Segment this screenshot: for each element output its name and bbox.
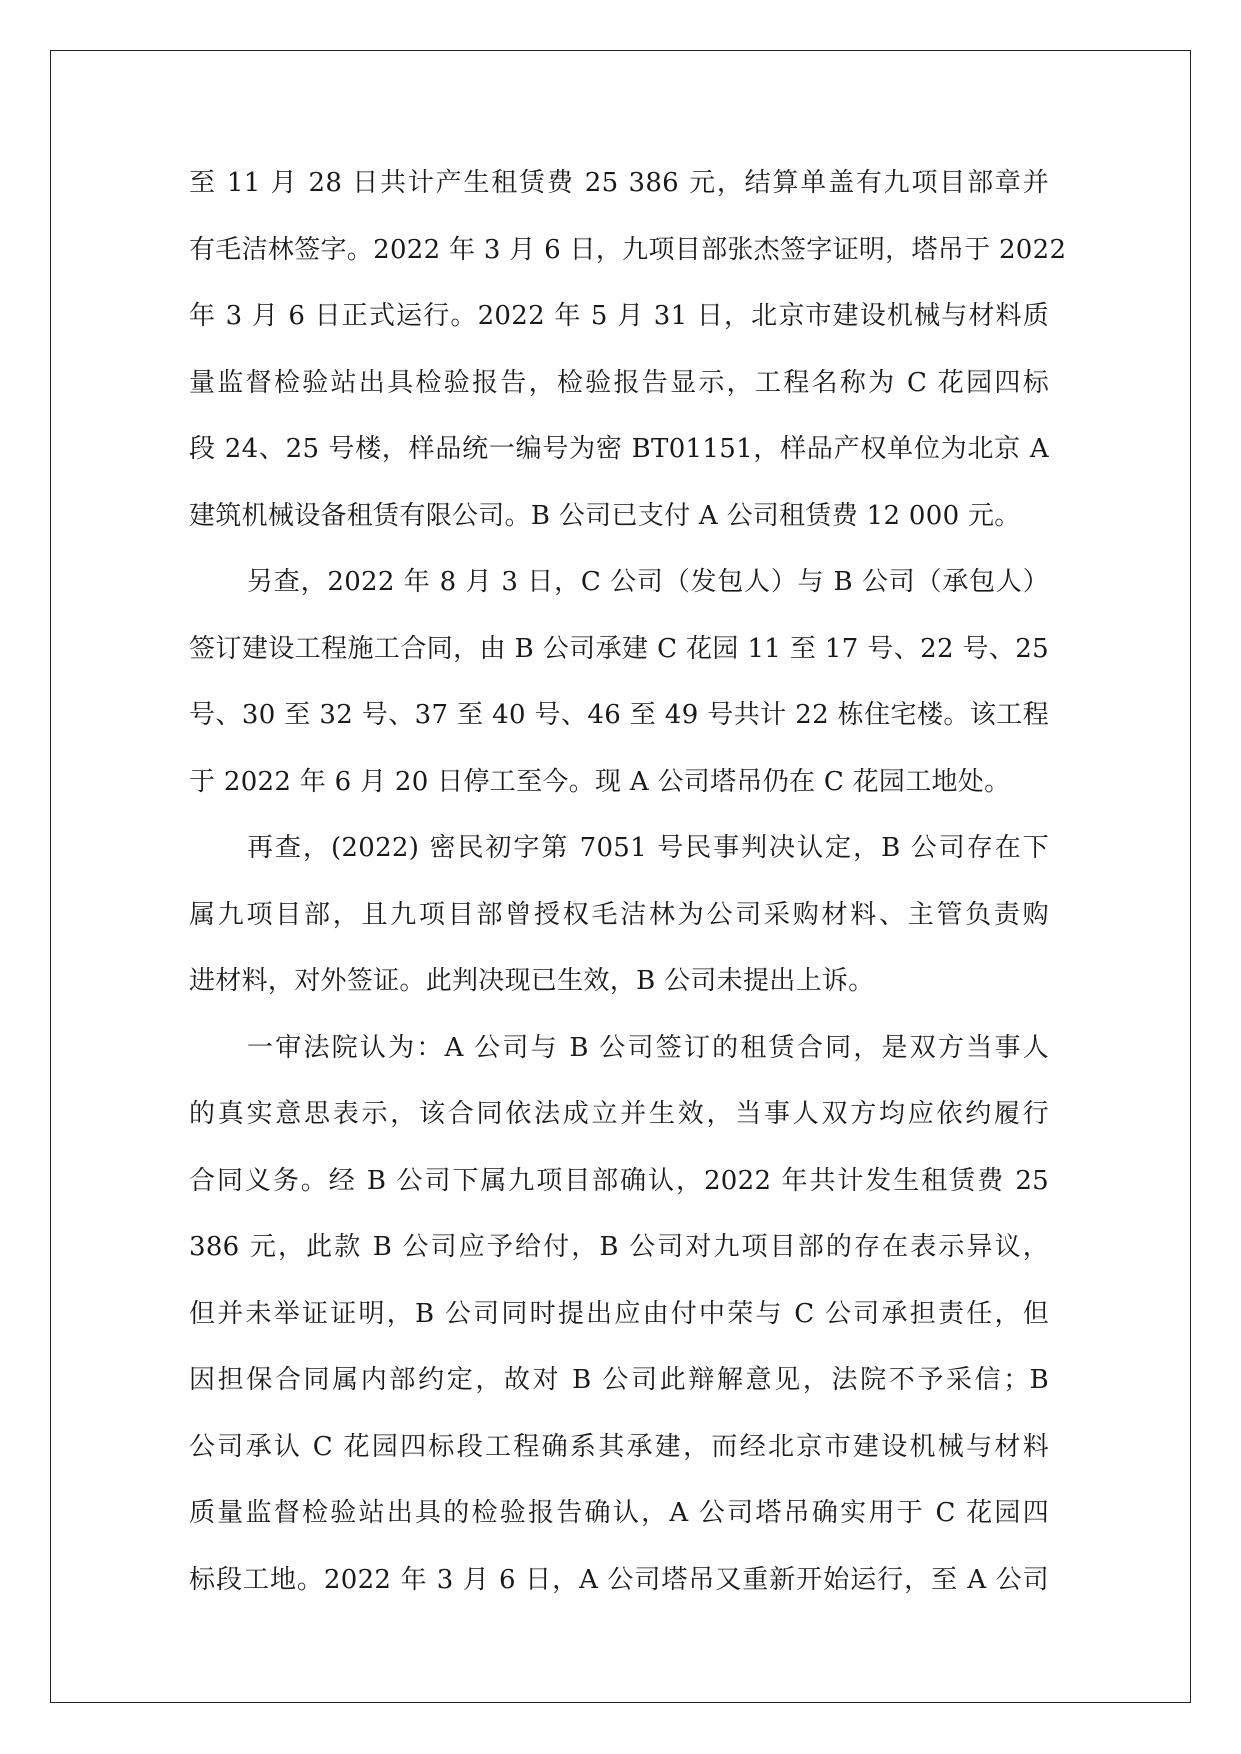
document-body xyxy=(189,161,1067,1624)
text-line: 有毛洁林签字。2022 年 3 月 6 日，九项目部张杰签字证明，塔吊于 2022 xyxy=(189,234,1067,265)
paragraph-start-line: 一审法院认为：A 公司与 B 公司签订的租赁合同，是双方当事人 xyxy=(247,1032,1049,1063)
paragraph-start-line: 再查，(2022) 密民初字第 7051 号民事判决认定，B 公司存在下 xyxy=(247,833,1049,863)
text-line: 质量监督检验站出具的检验报告确认，A 公司塔吊确实用于 C 花园四 xyxy=(189,1498,1049,1528)
text-line: 公司承认 C 花园四标段工程确系其承建，而经北京市建设机械与材料 xyxy=(189,1431,1049,1462)
text-line: 年 3 月 6 日正式运行。2022 年 5 月 31 日，北京市建设机械与材料质 xyxy=(189,301,1049,331)
text-line: 进材料，对外签证。此判决现已生效，B 公司未提出上诉。 xyxy=(189,966,875,996)
text-line: 386 元，此款 B 公司应予给付，B 公司对九项目部的存在表示异议， xyxy=(189,1232,1049,1262)
text-line: 但并未举证证明，B 公司同时提出应由付中荣与 C 公司承担责任，但 xyxy=(189,1298,1049,1329)
text-line: 属九项目部，且九项目部曾授权毛洁林为公司采购材料、主管负责购 xyxy=(189,899,1049,930)
text-line: 合同义务。经 B 公司下属九项目部确认，2022 年共计发生租赁费 25 xyxy=(189,1165,1049,1196)
text-line: 建筑机械设备租赁有限公司。B 公司已支付 A 公司租赁费 12 000 元。 xyxy=(189,500,1021,531)
text-line: 至 11 月 28 日共计产生租赁费 25 386 元，结算单盖有九项目部章并 xyxy=(189,168,1049,198)
paragraph-start-line: 另查，2022 年 8 月 3 日，C 公司（发包人）与 B 公司（承包人） xyxy=(247,567,1049,597)
text-line: 量监督检验站出具检验报告，检验报告显示，工程名称为 C 花园四标 xyxy=(189,367,1049,398)
text-line: 段 24、25 号楼，样品统一编号为密 BT01151，样品产权单位为北京 A xyxy=(189,434,1049,464)
text-line: 签订建设工程施工合同，由 B 公司承建 C 花园 11 至 17 号、22 号、25 xyxy=(189,633,1049,664)
text-line: 因担保合同属内部约定，故对 B 公司此辩解意见，法院不予采信；B xyxy=(189,1365,1049,1395)
text-line: 的真实意思表示，该合同依法成立并生效，当事人双方均应依约履行 xyxy=(189,1099,1049,1129)
text-line: 于 2022 年 6 月 20 日停工至今。现 A 公司塔吊仍在 C 花园工地处。 xyxy=(189,766,1011,797)
text-line: 号、30 至 32 号、37 至 40 号、46 至 49 号共计 22 栋住宅楼。该工程 xyxy=(189,700,1049,730)
text-line: 标段工地。2022 年 3 月 6 日，A 公司塔吊又重新开始运行，至 A 公司 xyxy=(189,1564,1049,1595)
